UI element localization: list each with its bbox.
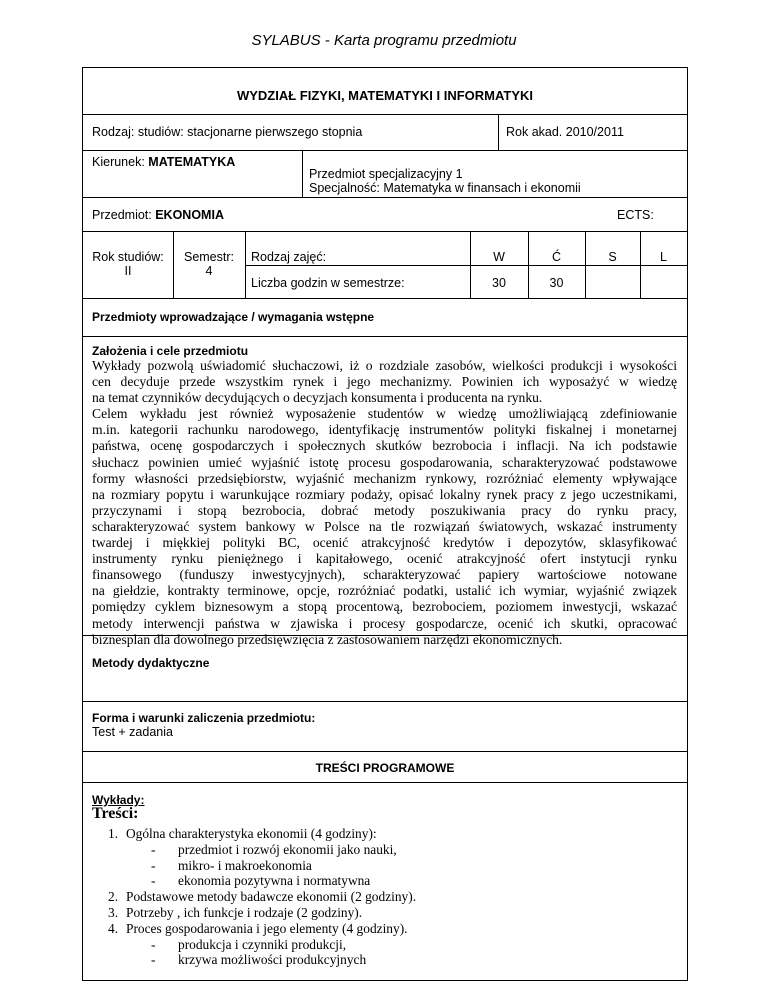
list-text: Podstawowe metody badawcze ekonomii (2 godziny). [126,889,417,905]
subject-field [92,208,224,223]
list-marker: - [151,841,156,857]
goals-line: cen decyduje przede wszystkim rynek i jego mechanizmy. Powinien ich wyposażyć w wiedzę [92,374,677,390]
prerequisites-title: Przedmioty wprowadzające / wymagania wstępne [92,310,375,324]
study-year-value: II [124,264,132,278]
list-text: krzywa możliwości produkcyjnych [178,952,367,968]
list-text: mikro- i makroekonomia [178,857,312,873]
hours-label: Liczba godzin w semestrze: [251,276,405,290]
assessment-title: Forma i warunki zaliczenia przedmiotu: [92,711,316,725]
col-seminar: S [608,250,617,264]
academic-year: Rok akad. 2010/2011 [506,125,624,139]
goals-line: m.in. kategorii rachunku narodowego, identyfikację instrumentów polityki fiskalnej i monetarnej [92,422,677,438]
list-marker: 4. [108,920,119,936]
subject-value: EKONOMIA [155,208,224,222]
goals-line: na giełdzie, kontrakty terminowe, opcje, rozróżniać podatki, ustalić ich wymiar, wyjaśnić związek [92,583,677,599]
goals-line: Celem wykładu jest również wyposażenie studentów w wiedzę umożliwiającą zdefiniowanie [92,406,677,422]
list-marker: 2. [108,889,119,905]
semester-label: Semestr: [183,250,234,264]
methods-title: Metody dydaktyczne [92,656,210,670]
page-header-title: SYLABUS - Karta programu przedmiotu [251,32,517,49]
goals-line: Wykłady pozwolą uświadomić słuchaczowi, iż o rozdziale zasobów, wielkości produkcji i wysokości [92,358,677,373]
goals-line: scharakteryzować system bankowy w Polsce na tle rozwiązań światowych, wskazać instrumenty [92,518,677,534]
col-exercises: Ć [551,250,562,264]
goals-line: pomiędzy cyklem biznesowym a stopą procentową, bezrobociem, poziomem inwestycji, wskazać [92,599,677,615]
goals-line: instrumenty rynku pieniężnego i kapitałowego, ocenić atrakcyjność ofert instytucji rynku [92,551,677,567]
list-text: Proces gospodarowania i jego elementy (4 godziny). [126,920,408,936]
program-title: TREŚCI PROGRAMOWE [315,761,455,775]
goals-line: finansowego (funduszy inwestycyjnych), scharakteryzować papiery wartościowe notowane [92,567,677,583]
direction-value: MATEMATYKA [148,155,236,169]
goals-line: na rozmiary popytu i warunkujące rozmiary podaży, opisać lokalny rynek pracy z jego uczestnikami, [92,486,677,502]
list-text: produkcja i czynniki produkcji, [178,936,347,952]
class-type-label: Rodzaj zajęć: [251,250,327,264]
col-lab: L [660,250,667,264]
goals-line: twardej i miękkiej polityki BC, ocenić atrakcyjność kredytów i depozytów, sklasyfikować [92,535,677,551]
hours-lecture: 30 [492,276,506,290]
syllabus-table [82,67,688,981]
direction-label: Kierunek: [92,155,149,169]
faculty-title: WYDZIAŁ FIZYKI, MATEMATYKI I INFORMATYKI [236,88,534,103]
lecture-topics-list [83,826,687,976]
goals-title: Założenia i cele przedmiotu [92,344,249,358]
study-year-label: Rok studiów: [92,250,164,264]
hours-exercises: 30 [549,276,564,290]
assessment-value: Test + zadania [92,725,173,739]
lectures-label: Wykłady: [92,793,145,807]
col-lecture: W [493,250,505,264]
list-marker: - [151,936,156,952]
goals-line: metody interwencji państwa w zjawiska i procesy gospodarcze, ocenić ich skutki, opracować [92,615,677,631]
specialization-subject: Przedmiot specjalizacyjny 1 [309,167,463,181]
list-marker: 1. [108,826,119,841]
list-marker: 3. [108,905,119,920]
goals-text [92,358,677,648]
study-mode: Rodzaj: studiów: stacjonarne pierwszego stopnia [92,125,363,139]
semester-value: 4 [205,264,213,278]
list-text: przedmiot i rozwój ekonomii jako nauki, [178,841,397,857]
list-text: Ogólna charakterystyka ekonomii (4 godziny): [126,826,377,841]
contents-heading: Treści: [92,805,139,822]
specialization-name: Specjalność: Matematyka w finansach i ekonomii [309,181,581,195]
goals-line: przyczynami i stopą bezrobocia, dobrać metody poszukiwania pracy do rynku pracy, [92,502,677,518]
list-text: Potrzeby , ich funkcje i rodzaje (2 godziny). [126,905,363,920]
list-marker: - [151,952,156,968]
list-text: ekonomia pozytywna i normatywna [178,873,371,889]
subject-label: Przedmiot: [92,208,156,222]
direction-field [92,155,235,170]
list-marker: - [151,873,156,889]
goals-line: państwa, ocenę gospodarczych i społecznych skutków bezrobocia i inflacji. Na ich podstawie [92,438,677,454]
ects-label: ECTS: [617,208,654,222]
goals-line: biznesplan dla dowolnego przedsięwzięcia z zastosowaniem narzędzi ekonomicznych. [92,631,563,647]
list-marker: - [151,857,156,873]
goals-line: formy własności przedsiębiorstw, wyjaśnić mechanizm rynkowy, rozróżniać elementy wpływające [92,470,677,486]
goals-line: słuchacz powinien umieć wyjaśnić istotę procesu gospodarowania, scharakteryzować podstawowe [92,454,677,470]
goals-line: na temat czynników decydujących o decyzjach konsumenta i producenta na rynku. [92,390,543,406]
